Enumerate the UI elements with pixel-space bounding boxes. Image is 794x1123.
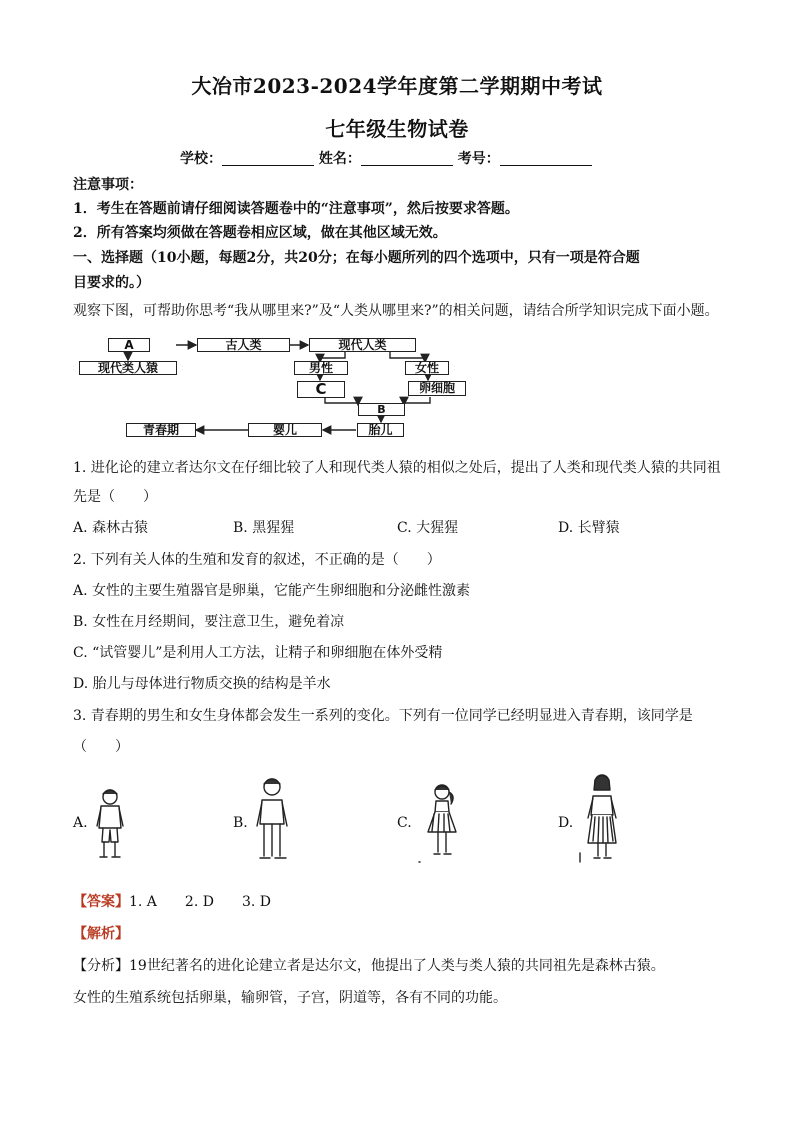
box-egg-cell: 卵细胞 xyxy=(408,381,466,396)
box-infant: 婴儿 xyxy=(248,423,322,437)
answer-label: 【答案】 xyxy=(73,894,129,910)
q3-option-a[interactable]: A. xyxy=(73,815,88,831)
notice-heading: 注意事项： xyxy=(73,177,143,193)
box-modern-human: 现代人类 xyxy=(309,338,416,352)
notice-item-1: 1．考生在答题前请仔细阅读答题卷中的“注意事项”，然后按要求答题。 xyxy=(73,201,519,217)
q2-option-c[interactable]: C. “试管婴儿”是利用人工方法，让精子和卵细胞在体外受精 xyxy=(73,645,443,661)
q2-option-a[interactable]: A. 女性的主要生殖器官是卵巢，它能产生卵细胞和分泌雌性激素 xyxy=(73,583,471,599)
figure-b-teen-boy-icon xyxy=(257,779,287,858)
q1-stem-line2: 先是（ ） xyxy=(73,489,157,505)
exam-subtitle: 七年级生物试卷 xyxy=(325,117,469,141)
exam-title: 大冶市2023-2024学年度第二学期期中考试 xyxy=(191,74,603,98)
name-label: 姓名： xyxy=(318,151,361,167)
intro-text: 观察下图，可帮助你思考“我从哪里来?”及“人类从哪里来?”的相关问题，请结合所学知识完成下面小题。 xyxy=(73,303,719,319)
box-c: C xyxy=(297,381,345,398)
analysis-line2: 女性的生殖系统包括卵巢，输卵管，子宫，阴道等，各有不同的功能。 xyxy=(73,990,507,1006)
q2-option-d[interactable]: D. 胎儿与母体进行物质交换的结构是羊水 xyxy=(73,676,331,692)
box-modern-ape: 现代类人猿 xyxy=(79,361,177,375)
box-ancient-human: 古人类 xyxy=(197,338,290,352)
q2-option-b[interactable]: B. 女性在月经期间，要注意卫生，避免着凉 xyxy=(73,614,345,630)
q1-option-c[interactable]: C. 大猩猩 xyxy=(397,520,459,536)
notice-item-2: 2．所有答案均须做在答题卷相应区域，做在其他区域无效。 xyxy=(73,225,447,241)
q3-stem-line1: 3. 青春期的男生和女生身体都会发生一系列的变化。下列有一位同学已经明显进入青春期，该同学是 xyxy=(73,708,693,724)
q1-option-b[interactable]: B. 黑猩猩 xyxy=(233,520,295,536)
section1-line2: 目要求的。） xyxy=(73,275,150,291)
analysis-label: 【解析】 xyxy=(73,926,129,942)
analysis-text: 19世纪著名的进化论建立者是达尔文，他提出了人类与类人猿的共同祖先是森林古猿。 xyxy=(129,958,665,974)
analysis-sub-label: 【分析】 xyxy=(73,958,129,974)
q3-option-c[interactable]: C. xyxy=(397,815,412,831)
q1-stem-line1: 1. 进化论的建立者达尔文在仔细比较了人和现代类人猿的相似之处后，提出了人类和现代类人猿的共同祖 xyxy=(73,460,721,476)
q3-stem-line2: （ ） xyxy=(73,739,129,755)
q2-stem: 2. 下列有关人体的生殖和发育的叙述，不正确的是（ ） xyxy=(73,552,441,568)
box-puberty: 青春期 xyxy=(126,423,196,437)
figure-d-teen-girl-icon xyxy=(580,775,616,862)
figure-a-boy-icon xyxy=(97,790,123,857)
answer-text: 1. A 2. D 3. D xyxy=(129,894,271,910)
q3-option-d[interactable]: D. xyxy=(558,815,574,831)
box-female: 女性 xyxy=(405,361,449,375)
box-b: B xyxy=(358,403,405,416)
section1-line1: 一、选择题（10小题，每题2分，共20分；在每小题所列的四个选项中，只有一项是符合题 xyxy=(73,250,640,266)
figure-c-girl-icon xyxy=(419,785,456,862)
school-label: 学校： xyxy=(180,151,222,167)
answer-row xyxy=(73,891,271,911)
analysis-row xyxy=(73,955,665,975)
q1-option-d[interactable]: D. 长臂猿 xyxy=(558,520,620,536)
box-a: A xyxy=(108,338,150,352)
q1-option-a[interactable]: A. 森林古猿 xyxy=(73,520,149,536)
id-label: 考号： xyxy=(457,151,500,167)
box-male: 男性 xyxy=(294,361,348,375)
box-fetus: 胎儿 xyxy=(357,423,404,437)
q3-option-b[interactable]: B. xyxy=(233,815,248,831)
